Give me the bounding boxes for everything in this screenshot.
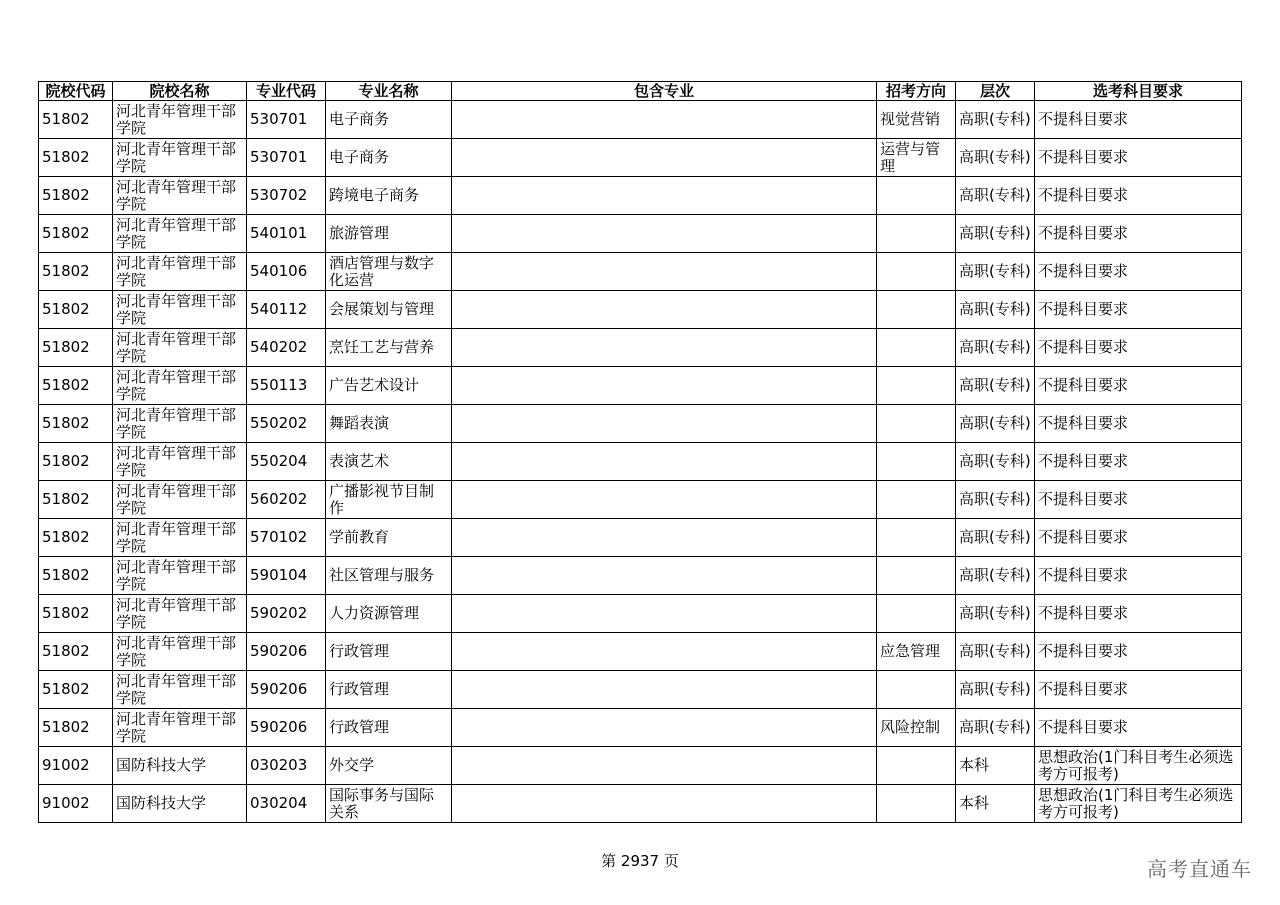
cell-major-name: 会展策划与管理 <box>326 291 452 329</box>
cell-major-name: 广播影视节目制作 <box>326 481 452 519</box>
header-major-name: 专业名称 <box>326 82 452 101</box>
cell-direction <box>877 291 956 329</box>
cell-school-code: 51802 <box>39 177 113 215</box>
cell-included-majors <box>452 671 877 709</box>
cell-school-name: 河北青年管理干部学院 <box>113 519 247 557</box>
cell-subject-requirement: 不提科目要求 <box>1035 101 1242 139</box>
cell-direction <box>877 329 956 367</box>
cell-subject-requirement: 不提科目要求 <box>1035 405 1242 443</box>
cell-direction <box>877 481 956 519</box>
cell-subject-requirement: 不提科目要求 <box>1035 253 1242 291</box>
cell-included-majors <box>452 595 877 633</box>
cell-major-name: 行政管理 <box>326 709 452 747</box>
cell-school-code: 51802 <box>39 291 113 329</box>
cell-major-code: 550113 <box>247 367 326 405</box>
cell-subject-requirement: 不提科目要求 <box>1035 329 1242 367</box>
cell-school-code: 51802 <box>39 139 113 177</box>
table-row <box>39 633 1242 671</box>
cell-direction <box>877 443 956 481</box>
cell-major-name: 电子商务 <box>326 101 452 139</box>
cell-included-majors <box>452 329 877 367</box>
cell-direction <box>877 595 956 633</box>
cell-direction: 视觉营销 <box>877 101 956 139</box>
cell-included-majors <box>452 291 877 329</box>
cell-major-name: 表演艺术 <box>326 443 452 481</box>
cell-subject-requirement: 不提科目要求 <box>1035 291 1242 329</box>
cell-school-code: 51802 <box>39 443 113 481</box>
table-row <box>39 291 1242 329</box>
cell-major-name: 人力资源管理 <box>326 595 452 633</box>
table-row <box>39 405 1242 443</box>
cell-direction <box>877 747 956 785</box>
cell-level: 高职(专科) <box>956 557 1035 595</box>
table-row <box>39 215 1242 253</box>
header-major-code: 专业代码 <box>247 82 326 101</box>
cell-school-name: 河北青年管理干部学院 <box>113 557 247 595</box>
cell-school-code: 51802 <box>39 671 113 709</box>
cell-school-code: 51802 <box>39 101 113 139</box>
table-row <box>39 481 1242 519</box>
cell-school-name: 河北青年管理干部学院 <box>113 633 247 671</box>
cell-school-name: 河北青年管理干部学院 <box>113 253 247 291</box>
cell-direction <box>877 367 956 405</box>
watermark: 高考直通车 <box>1147 857 1252 881</box>
cell-major-code: 550204 <box>247 443 326 481</box>
table-row <box>39 443 1242 481</box>
header-level: 层次 <box>956 82 1035 101</box>
header-school-name: 院校名称 <box>113 82 247 101</box>
cell-included-majors <box>452 519 877 557</box>
table-body <box>39 101 1242 823</box>
cell-major-name: 社区管理与服务 <box>326 557 452 595</box>
cell-major-code: 540202 <box>247 329 326 367</box>
cell-included-majors <box>452 101 877 139</box>
cell-subject-requirement: 思想政治(1门科目考生必须选考方可报考) <box>1035 747 1242 785</box>
table-row <box>39 709 1242 747</box>
cell-level: 本科 <box>956 747 1035 785</box>
cell-school-name: 河北青年管理干部学院 <box>113 291 247 329</box>
header-included-majors: 包含专业 <box>452 82 877 101</box>
cell-school-name: 河北青年管理干部学院 <box>113 405 247 443</box>
cell-included-majors <box>452 633 877 671</box>
cell-major-code: 530702 <box>247 177 326 215</box>
cell-level: 本科 <box>956 785 1035 823</box>
cell-major-name: 外交学 <box>326 747 452 785</box>
cell-level: 高职(专科) <box>956 101 1035 139</box>
table-row <box>39 139 1242 177</box>
cell-school-code: 51802 <box>39 595 113 633</box>
cell-school-code: 51802 <box>39 367 113 405</box>
cell-level: 高职(专科) <box>956 709 1035 747</box>
cell-level: 高职(专科) <box>956 443 1035 481</box>
cell-school-code: 51802 <box>39 709 113 747</box>
cell-subject-requirement: 不提科目要求 <box>1035 215 1242 253</box>
cell-major-code: 030204 <box>247 785 326 823</box>
cell-major-code: 530701 <box>247 101 326 139</box>
cell-subject-requirement: 不提科目要求 <box>1035 557 1242 595</box>
cell-school-name: 河北青年管理干部学院 <box>113 709 247 747</box>
cell-direction <box>877 557 956 595</box>
cell-subject-requirement: 思想政治(1门科目考生必须选考方可报考) <box>1035 785 1242 823</box>
cell-school-code: 51802 <box>39 405 113 443</box>
cell-major-code: 590206 <box>247 709 326 747</box>
table-row <box>39 747 1242 785</box>
cell-level: 高职(专科) <box>956 595 1035 633</box>
cell-level: 高职(专科) <box>956 367 1035 405</box>
table-row <box>39 557 1242 595</box>
cell-included-majors <box>452 747 877 785</box>
cell-major-code: 530701 <box>247 139 326 177</box>
cell-school-code: 51802 <box>39 329 113 367</box>
table-header-row <box>39 82 1242 101</box>
cell-major-code: 540112 <box>247 291 326 329</box>
table-row <box>39 329 1242 367</box>
table-row <box>39 253 1242 291</box>
cell-school-name: 河北青年管理干部学院 <box>113 139 247 177</box>
cell-school-name: 国防科技大学 <box>113 785 247 823</box>
page-number: 第 2937 页 <box>601 852 679 870</box>
cell-major-name: 旅游管理 <box>326 215 452 253</box>
header-subject-requirement: 选考科目要求 <box>1035 82 1242 101</box>
table-row <box>39 595 1242 633</box>
cell-direction: 应急管理 <box>877 633 956 671</box>
cell-school-code: 91002 <box>39 747 113 785</box>
cell-subject-requirement: 不提科目要求 <box>1035 367 1242 405</box>
cell-subject-requirement: 不提科目要求 <box>1035 519 1242 557</box>
cell-major-name: 烹饪工艺与营养 <box>326 329 452 367</box>
cell-direction <box>877 405 956 443</box>
table-row <box>39 671 1242 709</box>
header-school-code: 院校代码 <box>39 82 113 101</box>
cell-school-name: 河北青年管理干部学院 <box>113 215 247 253</box>
cell-level: 高职(专科) <box>956 329 1035 367</box>
cell-included-majors <box>452 367 877 405</box>
cell-major-code: 550202 <box>247 405 326 443</box>
cell-major-name: 舞蹈表演 <box>326 405 452 443</box>
cell-included-majors <box>452 177 877 215</box>
cell-included-majors <box>452 709 877 747</box>
cell-major-code: 560202 <box>247 481 326 519</box>
cell-level: 高职(专科) <box>956 633 1035 671</box>
cell-major-name: 跨境电子商务 <box>326 177 452 215</box>
cell-major-code: 590202 <box>247 595 326 633</box>
cell-school-code: 51802 <box>39 481 113 519</box>
cell-major-code: 540101 <box>247 215 326 253</box>
cell-school-name: 河北青年管理干部学院 <box>113 177 247 215</box>
cell-subject-requirement: 不提科目要求 <box>1035 177 1242 215</box>
cell-school-name: 河北青年管理干部学院 <box>113 329 247 367</box>
cell-direction <box>877 215 956 253</box>
cell-direction <box>877 177 956 215</box>
cell-level: 高职(专科) <box>956 481 1035 519</box>
cell-direction: 运营与管理 <box>877 139 956 177</box>
cell-school-name: 河北青年管理干部学院 <box>113 367 247 405</box>
cell-level: 高职(专科) <box>956 291 1035 329</box>
cell-major-name: 学前教育 <box>326 519 452 557</box>
cell-level: 高职(专科) <box>956 519 1035 557</box>
cell-level: 高职(专科) <box>956 405 1035 443</box>
table-row <box>39 367 1242 405</box>
table-row <box>39 785 1242 823</box>
cell-direction: 风险控制 <box>877 709 956 747</box>
cell-included-majors <box>452 405 877 443</box>
cell-school-name: 河北青年管理干部学院 <box>113 595 247 633</box>
cell-included-majors <box>452 215 877 253</box>
cell-included-majors <box>452 481 877 519</box>
cell-direction <box>877 519 956 557</box>
cell-major-code: 540106 <box>247 253 326 291</box>
cell-major-name: 广告艺术设计 <box>326 367 452 405</box>
cell-subject-requirement: 不提科目要求 <box>1035 671 1242 709</box>
cell-included-majors <box>452 139 877 177</box>
cell-major-name: 电子商务 <box>326 139 452 177</box>
cell-subject-requirement: 不提科目要求 <box>1035 139 1242 177</box>
cell-school-code: 91002 <box>39 785 113 823</box>
admissions-table <box>38 81 1242 823</box>
cell-school-name: 河北青年管理干部学院 <box>113 443 247 481</box>
cell-included-majors <box>452 443 877 481</box>
cell-major-name: 行政管理 <box>326 671 452 709</box>
cell-included-majors <box>452 253 877 291</box>
cell-school-name: 河北青年管理干部学院 <box>113 101 247 139</box>
cell-school-name: 河北青年管理干部学院 <box>113 671 247 709</box>
cell-school-code: 51802 <box>39 215 113 253</box>
cell-level: 高职(专科) <box>956 139 1035 177</box>
cell-major-name: 行政管理 <box>326 633 452 671</box>
cell-subject-requirement: 不提科目要求 <box>1035 709 1242 747</box>
cell-school-name: 国防科技大学 <box>113 747 247 785</box>
cell-direction <box>877 671 956 709</box>
cell-major-code: 570102 <box>247 519 326 557</box>
cell-level: 高职(专科) <box>956 215 1035 253</box>
cell-subject-requirement: 不提科目要求 <box>1035 443 1242 481</box>
cell-direction <box>877 253 956 291</box>
cell-subject-requirement: 不提科目要求 <box>1035 595 1242 633</box>
cell-major-code: 590206 <box>247 671 326 709</box>
cell-major-code: 590104 <box>247 557 326 595</box>
cell-school-name: 河北青年管理干部学院 <box>113 481 247 519</box>
table-row <box>39 177 1242 215</box>
cell-major-code: 030203 <box>247 747 326 785</box>
cell-major-name: 国际事务与国际关系 <box>326 785 452 823</box>
cell-subject-requirement: 不提科目要求 <box>1035 633 1242 671</box>
header-direction: 招考方向 <box>877 82 956 101</box>
cell-level: 高职(专科) <box>956 177 1035 215</box>
cell-school-code: 51802 <box>39 557 113 595</box>
cell-major-name: 酒店管理与数字化运营 <box>326 253 452 291</box>
cell-major-code: 590206 <box>247 633 326 671</box>
cell-level: 高职(专科) <box>956 253 1035 291</box>
table-row <box>39 101 1242 139</box>
cell-subject-requirement: 不提科目要求 <box>1035 481 1242 519</box>
cell-level: 高职(专科) <box>956 671 1035 709</box>
table-row <box>39 519 1242 557</box>
cell-school-code: 51802 <box>39 519 113 557</box>
cell-school-code: 51802 <box>39 633 113 671</box>
cell-direction <box>877 785 956 823</box>
cell-included-majors <box>452 785 877 823</box>
cell-included-majors <box>452 557 877 595</box>
cell-school-code: 51802 <box>39 253 113 291</box>
